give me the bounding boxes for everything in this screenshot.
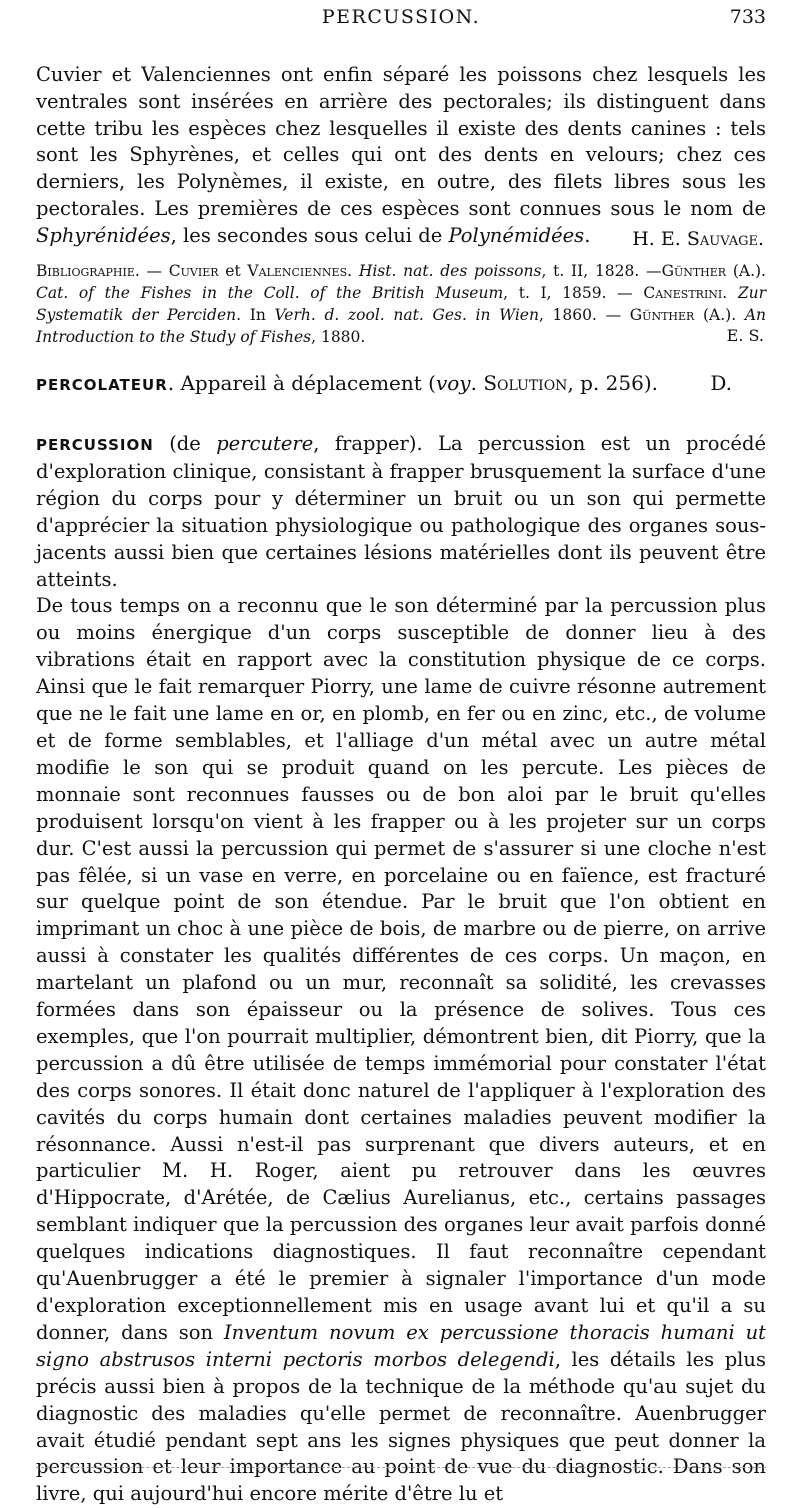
bibliography-text: , 1860. — <box>538 306 630 324</box>
entry-headword: PERCOLATEUR <box>36 376 168 394</box>
entry-text: , p. 256). <box>567 371 659 395</box>
page-header <box>36 6 766 34</box>
bibliography-title: Hist. nat. des poissons <box>358 262 542 280</box>
bibliography-text: (A.). <box>726 262 766 280</box>
bibliography-text: , 1880. <box>311 328 366 346</box>
bottom-rule <box>36 1467 766 1468</box>
percussion-paragraph-1 <box>36 431 766 593</box>
bibliography-text: , t. II, 1828. — <box>541 262 662 280</box>
entry-initial: D. <box>710 371 732 395</box>
running-title: PERCUSSION. <box>321 6 481 28</box>
bibliography-title: Zur Systematik der Perciden <box>36 284 766 324</box>
entry-text: , les détails les plus précis aussi bien à propos de la technique de la méthode qu'au sujet du diagnostic des maladies qu'elle permet de reconnaître. Auenbrugger avait étudié pendant sept ans les signes physiques que peut donner la percussion et leur importance au point de vue du diagnostic. Dans son livre, qui aujourd'hui encore mérite d'être lu et <box>36 1347 766 1506</box>
bibliography-text: . <box>722 284 738 302</box>
bibliography-text: et <box>218 262 248 280</box>
top-paragraph-text-2: , les secondes sous celui de <box>170 223 449 247</box>
bibliography-label: Bibliographie. <box>36 262 140 280</box>
entry-percolateur <box>36 371 766 395</box>
bibliography-text: , t. I, 1859. — <box>503 284 644 302</box>
signature-initials: H. E. <box>632 228 681 250</box>
bibliography-title: Cat. of the Fishes in the Coll. of the British Museum <box>36 284 504 302</box>
bibliography-separator: — <box>139 262 169 280</box>
bibliography-author: Günther <box>661 262 727 280</box>
entry-text: . Appareil à déplacement ( <box>167 371 436 395</box>
entry-book-title: Inventum novum ex percussione thoracis humani ut signo abstrusos interni pectoris morbos delegendi <box>36 1320 766 1371</box>
top-paragraph <box>36 62 766 250</box>
bibliography-title: An Introduction to the Study of Fishes <box>36 306 767 346</box>
signature-name: Sauvage. <box>686 228 764 250</box>
entry-text: De tous temps on a reconnu que le son déterminé par la percussion plus ou moins énergique d'un corps susceptible de donner lieu à des vibrations était en rapport avec la constitution physique de ce corps. Ainsi que le fait remarquer Piorry, une lame de cuivre résonne autrement que ne le fait une lame en or, en plomb, en fer ou en zinc, etc., de volume et de forme semblables, et l'alliage d'un métal avec un autre métal modifie le son qui se produit quand on les percute. Les pièces de monnaie sont reconnues fausses ou de bon aloi par le bruit qu'elles produisent lorsqu'on vient à les frapper ou à les projeter sur un corps dur. C'est aussi la percussion qui permet de s'assurer si une cloche n'est pas fêlée, si un vase en verre, en porcelaine ou en faïence, est fracturé sur quelque point de son étendue. Par le bruit que l'on obtient en imprimant un choc à une pièce de bois, de marbre ou de pierre, on arrive aussi à constater les qualités différentes de ces corps. Un maçon, en martelant un plafond ou un mur, reconnaît sa solidité, les crevasses formées dans son épaisseur ou la présence de solives. Tous ces exemples, que l'on pourrait multiplier, démontrent bien, dit Piorry, que la percussion a dû être utilisée de temps immémorial pour constater l'état des corps sonores. Il était donc naturel de l'appliquer à l'exploration des cavités du corps humain dont certaines maladies peuvent modifier la résonnance. Aussi n'est-il pas surprenant que divers auteurs, et en particulier M. H. Roger, aient pu retrouver dans les œuvres d'Hippocrate, d'Arétée, de Cælius Aurelianus, etc., certains passages semblant indiquer que la percussion des organes leur avait parfois donné quelques indications diagnostiques. Il faut reconnaître cependant qu'Auenbrugger a été le premier à signaler l'importance d'un mode d'exploration exceptionnellement mis en usage avant lui et qu'il a su donner, dans son <box>36 594 766 1344</box>
bibliography-author: Valenciennes <box>247 262 348 280</box>
entry-text-italic: voy <box>435 371 471 395</box>
bibliography-text: . In <box>236 306 275 324</box>
entry-crossref: Solution <box>483 371 568 395</box>
entry-text: (de <box>153 432 217 455</box>
bibliography-text: . <box>347 262 359 280</box>
top-paragraph-italic-2: Polynémidées <box>448 223 585 247</box>
page-number: 733 <box>729 6 766 28</box>
top-paragraph-italic-1: Sphyrénidées <box>36 223 171 247</box>
bibliography-author: Canestrini <box>643 284 723 302</box>
percussion-paragraph-2 <box>36 593 766 1508</box>
entry-text: . <box>470 371 484 395</box>
bibliography-author: Cuvier <box>168 262 219 280</box>
bibliography-author: Günther <box>629 306 695 324</box>
author-signature <box>632 228 764 250</box>
bibliography-text: (A.). <box>694 306 745 324</box>
entry-percussion <box>36 431 766 1508</box>
entry-headword: PERCUSSION <box>36 436 154 454</box>
bibliography-title: Verh. d. zool. nat. Ges. in Wien <box>274 306 539 324</box>
top-paragraph-text-1: Cuvier et Valenciennes ont enfin séparé les poissons chez lesquels les ventrales sont insérées en arrière des pectorales; ils distinguent dans cette tribu les espèces chez lesquelles il existe des dents canines : tels sont les Sphyrènes, et celles qui ont des dents en velours; chez ces derniers, les Polynèmes, il existe, en outre, des filets libres sous les pectorales. Les premières de ces espèces sont connues sous le nom de <box>36 63 766 220</box>
entry-text: , frapper). La percussion est un procédé d'exploration clinique, consistant à frapper brusquement la surface d'une région du corps pour y déterminer un bruit ou un son qui permette d'apprécier la situation physiologique ou pathologique des organes sous-jacents aussi bien que certaines lésions matérielles dont ils peuvent être atteints. <box>36 432 766 591</box>
bibliography <box>36 260 766 348</box>
entry-etymology: percutere <box>216 432 314 455</box>
top-paragraph-text-3: . <box>584 223 591 247</box>
bibliography-initials: E. S. <box>726 326 764 345</box>
